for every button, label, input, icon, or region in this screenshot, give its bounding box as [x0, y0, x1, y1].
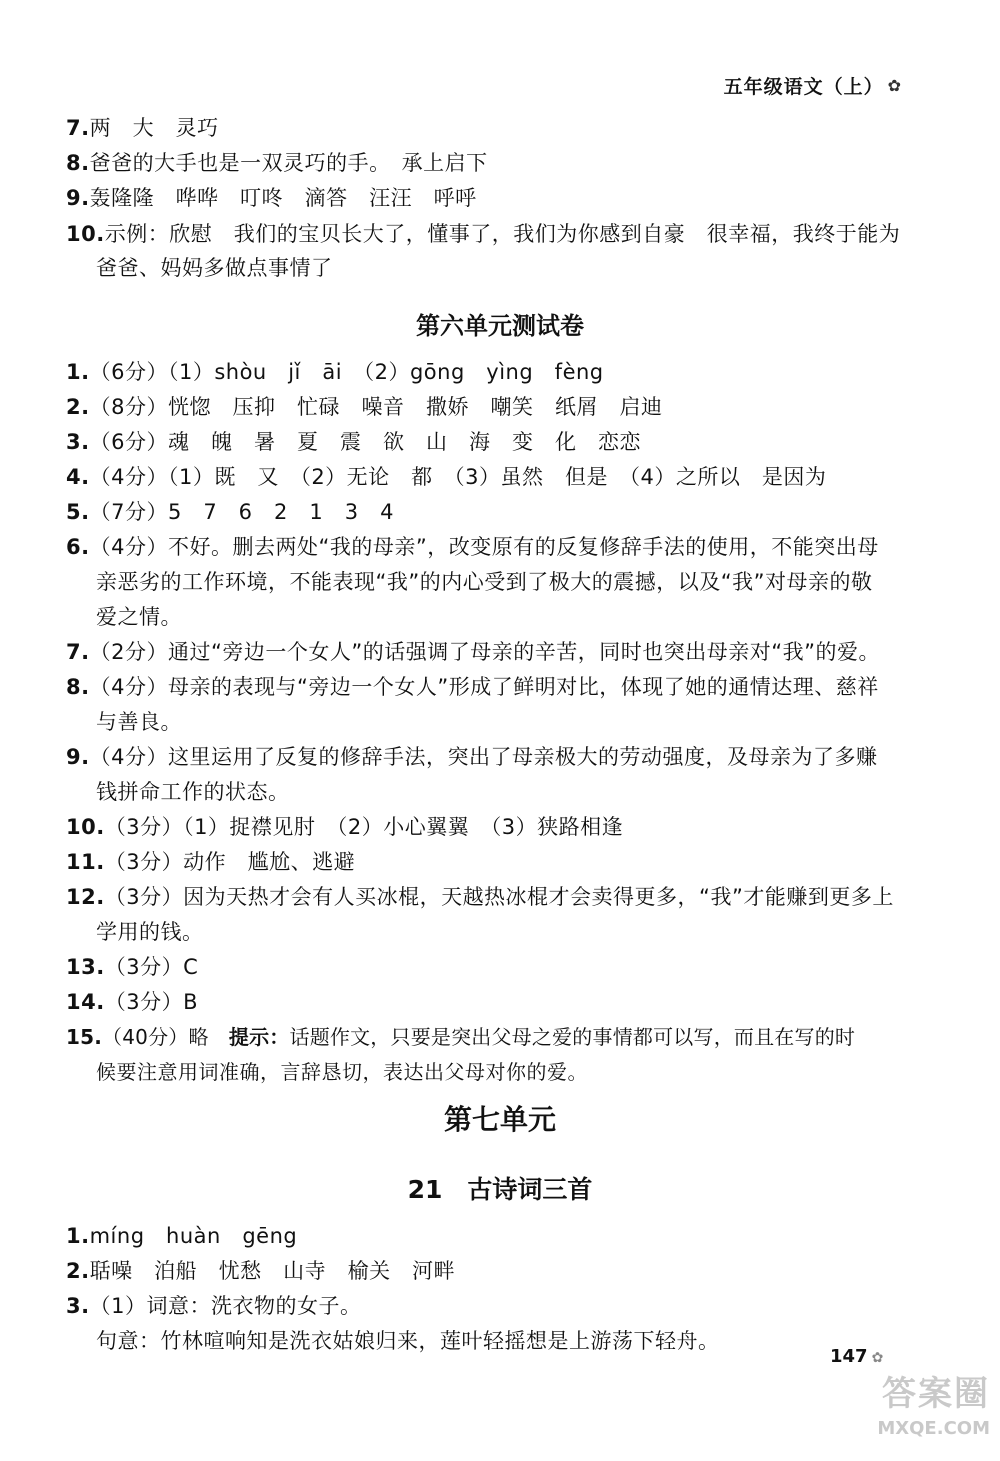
watermark: [830, 1372, 990, 1452]
answer-line-continued: 学用的钱。: [96, 920, 204, 944]
answer-line: 12.（3分）因为天热才会有人买冰棍，天越热冰棍才会卖得更多，“我”才能赚到更多上: [66, 885, 894, 909]
unit7-title: 第七单元: [443, 1103, 556, 1136]
answer-line: 1.míng huàn gēng: [66, 1224, 298, 1248]
lesson-21-title: 21 古诗词三首: [407, 1175, 593, 1204]
answer-line: 2.（8分）恍惚 压抑 忙碌 噪音 撒娇 嘲笑 纸屑 启迪: [66, 395, 663, 419]
answer-line-continued: 爱之情。: [96, 605, 182, 629]
answer-line: 8.爸爸的大手也是一双灵巧的手。 承上启下: [66, 151, 488, 175]
answer-line: 3.（6分）魂 魄 暑 夏 震 欲 山 海 变 化 恋恋: [66, 430, 641, 454]
watermark-url: MXQE.COM: [877, 1418, 990, 1439]
answer-line: 7.两 大 灵巧: [66, 116, 219, 140]
header-decoration-icon: ✿: [887, 76, 902, 95]
header-title: 五年级语文（上）: [723, 76, 884, 98]
answer-line: 7.（2分）通过“旁边一个女人”的话强调了母亲的辛苦，同时也突出母亲对“我”的爱。: [66, 640, 880, 664]
answer-line: 15.（40分）略 提示：话题作文，只要是突出父母之爱的事情都可以写，而且在写的时: [66, 1025, 856, 1049]
answer-line: 10.示例：欣慰 我们的宝贝长大了，懂事了，我们为你感到自豪 很幸福，我终于能为: [66, 222, 901, 246]
answer-line: 8.（4分）母亲的表现与“旁边一个女人”形成了鲜明对比，体现了她的通情达理、慈祥: [66, 675, 879, 699]
answer-line: 4.（4分）（1）既 又 （2）无论 都 （3）虽然 但是 （4）之所以 是因为: [66, 465, 827, 489]
answer-line: 14.（3分）B: [66, 990, 198, 1014]
answer-line-continued: 钱拼命工作的状态。: [96, 780, 290, 804]
answer-line-continued: 与善良。: [96, 710, 182, 734]
page-header: [724, 72, 902, 99]
answer-line: 11.（3分）动作 尴尬、逃避: [66, 850, 356, 874]
watermark-logo-text: 答案圈: [882, 1374, 990, 1414]
answer-line: 1.（6分）（1）shòu jǐ āi （2）gōng yìng fèng: [66, 360, 604, 384]
page-decoration-icon: ✿: [871, 1350, 884, 1366]
answer-line-continued: 亲恶劣的工作环境，不能表现“我”的内心受到了极大的震撼，以及“我”对母亲的敬: [96, 570, 873, 594]
unit6-title: 第六单元测试卷: [416, 312, 584, 340]
answer-line: 2.聒噪 泊船 忧愁 山寺 榆关 河畔: [66, 1259, 456, 1283]
answer-line-continued: 候要注意用词准确，言辞恳切，表达出父母对你的爱。: [96, 1060, 588, 1084]
page-number: 147 ✿: [830, 1346, 884, 1367]
answer-line: 13.（3分）C: [66, 955, 199, 979]
answer-line: 9.轰隆隆 哗哗 叮咚 滴答 汪汪 呼呼: [66, 186, 477, 210]
answer-line-continued: 爸爸、妈妈多做点事情了: [96, 256, 333, 280]
answer-line: 9.（4分）这里运用了反复的修辞手法，突出了母亲极大的劳动强度，及母亲为了多赚: [66, 745, 878, 769]
answer-line: 5.（7分）5 7 6 2 1 3 4: [66, 500, 394, 524]
answer-line: 6.（4分）不好。删去两处“我的母亲”，改变原有的反复修辞手法的使用，不能突出母: [66, 535, 879, 559]
answer-line: 10.（3分）（1）捉襟见肘 （2）小心翼翼 （3）狭路相逢: [66, 815, 624, 839]
answer-line: 3.（1）词意：洗衣物的女子。: [66, 1294, 362, 1318]
answer-line-continued: 句意：竹林喧响知是洗衣姑娘归来，莲叶轻摇想是上游荡下轻舟。: [96, 1329, 720, 1353]
hint-label: 提示：: [228, 1025, 290, 1049]
